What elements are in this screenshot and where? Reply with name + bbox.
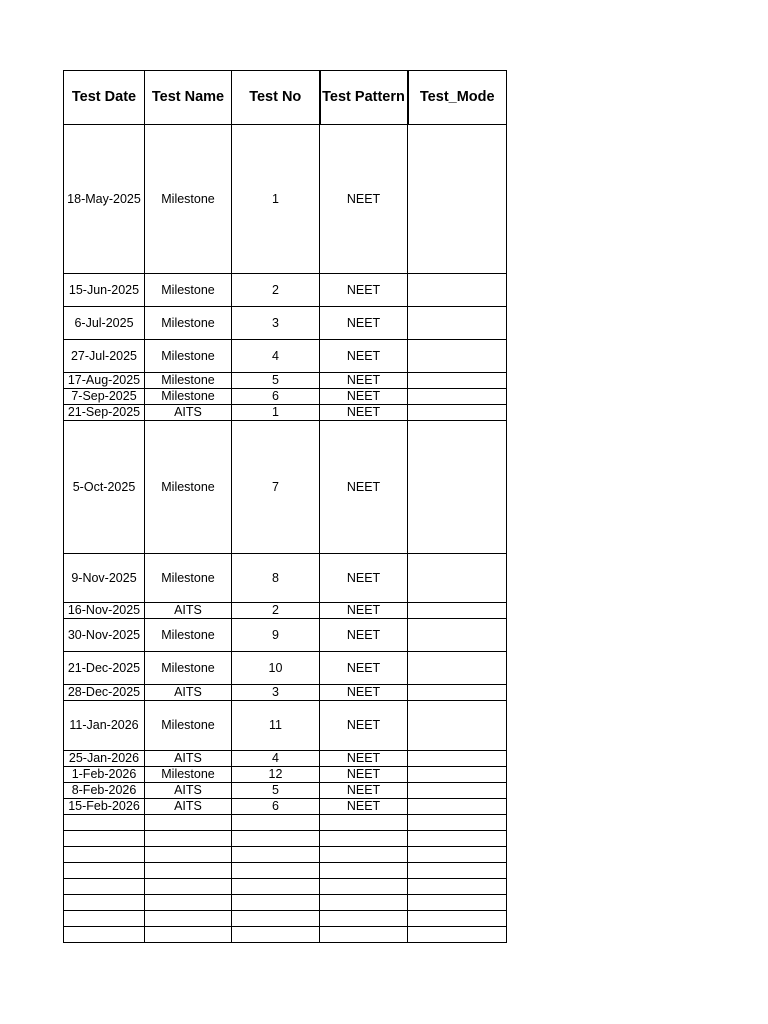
cell-test-date: 21-Dec-2025	[64, 652, 145, 685]
cell-test-mode	[408, 831, 507, 847]
cell-test-name: Milestone	[145, 340, 232, 373]
table-row	[64, 405, 507, 421]
cell-test-no	[232, 847, 320, 863]
cell-test-no	[232, 879, 320, 895]
cell-test-mode	[408, 815, 507, 831]
table-row	[64, 895, 507, 911]
cell-test-date: 1-Feb-2026	[64, 767, 145, 783]
header-test-date: Test Date	[64, 71, 145, 125]
cell-test-name: AITS	[145, 751, 232, 767]
cell-test-name: Milestone	[145, 701, 232, 751]
cell-test-no: 1	[232, 405, 320, 421]
cell-test-date: 6-Jul-2025	[64, 307, 145, 340]
cell-test-no: 3	[232, 307, 320, 340]
cell-test-pattern: NEET	[320, 307, 408, 340]
cell-test-mode	[408, 895, 507, 911]
cell-test-mode	[408, 373, 507, 389]
header-row	[64, 71, 507, 125]
cell-test-date: 7-Sep-2025	[64, 389, 145, 405]
cell-test-pattern: NEET	[320, 274, 408, 307]
cell-test-mode	[408, 751, 507, 767]
cell-test-name	[145, 847, 232, 863]
table-row	[64, 619, 507, 652]
cell-test-name: AITS	[145, 685, 232, 701]
cell-test-no: 2	[232, 274, 320, 307]
cell-test-pattern	[320, 879, 408, 895]
cell-test-date: 17-Aug-2025	[64, 373, 145, 389]
cell-test-pattern: NEET	[320, 767, 408, 783]
cell-test-mode	[408, 274, 507, 307]
cell-test-name	[145, 831, 232, 847]
cell-test-mode	[408, 307, 507, 340]
cell-test-pattern: NEET	[320, 405, 408, 421]
cell-test-name	[145, 863, 232, 879]
cell-test-name: Milestone	[145, 125, 232, 274]
cell-test-pattern	[320, 847, 408, 863]
cell-test-date: 27-Jul-2025	[64, 340, 145, 373]
cell-test-mode	[408, 389, 507, 405]
table-row	[64, 685, 507, 701]
cell-test-no	[232, 927, 320, 943]
cell-test-name	[145, 815, 232, 831]
cell-test-no: 3	[232, 685, 320, 701]
cell-test-mode	[408, 767, 507, 783]
cell-test-no: 4	[232, 751, 320, 767]
cell-test-date: 8-Feb-2026	[64, 783, 145, 799]
cell-test-mode	[408, 783, 507, 799]
cell-test-no: 11	[232, 701, 320, 751]
cell-test-no: 5	[232, 783, 320, 799]
cell-test-no: 10	[232, 652, 320, 685]
cell-test-date: 25-Jan-2026	[64, 751, 145, 767]
cell-test-pattern: NEET	[320, 783, 408, 799]
cell-test-pattern: NEET	[320, 652, 408, 685]
cell-test-date	[64, 831, 145, 847]
cell-test-no: 6	[232, 389, 320, 405]
cell-test-pattern: NEET	[320, 685, 408, 701]
table-row	[64, 603, 507, 619]
cell-test-pattern	[320, 895, 408, 911]
cell-test-date	[64, 895, 145, 911]
table-row	[64, 927, 507, 943]
cell-test-date: 16-Nov-2025	[64, 603, 145, 619]
cell-test-no	[232, 895, 320, 911]
cell-test-name: Milestone	[145, 652, 232, 685]
cell-test-date: 30-Nov-2025	[64, 619, 145, 652]
cell-test-no: 4	[232, 340, 320, 373]
cell-test-mode	[408, 799, 507, 815]
cell-test-name	[145, 927, 232, 943]
cell-test-pattern: NEET	[320, 340, 408, 373]
cell-test-mode	[408, 911, 507, 927]
cell-test-no	[232, 863, 320, 879]
cell-test-date: 15-Jun-2025	[64, 274, 145, 307]
table-row	[64, 340, 507, 373]
cell-test-no: 12	[232, 767, 320, 783]
cell-test-pattern: NEET	[320, 125, 408, 274]
table-row	[64, 554, 507, 603]
cell-test-name: Milestone	[145, 307, 232, 340]
cell-test-pattern	[320, 863, 408, 879]
cell-test-name: Milestone	[145, 274, 232, 307]
cell-test-pattern: NEET	[320, 389, 408, 405]
cell-test-no	[232, 911, 320, 927]
cell-test-date	[64, 815, 145, 831]
cell-test-no: 7	[232, 421, 320, 554]
table-row	[64, 815, 507, 831]
cell-test-pattern: NEET	[320, 603, 408, 619]
cell-test-name: Milestone	[145, 619, 232, 652]
table-row	[64, 847, 507, 863]
cell-test-date: 18-May-2025	[64, 125, 145, 274]
cell-test-pattern: NEET	[320, 619, 408, 652]
table-row	[64, 421, 507, 554]
cell-test-pattern: NEET	[320, 554, 408, 603]
cell-test-date	[64, 863, 145, 879]
cell-test-no: 9	[232, 619, 320, 652]
cell-test-name: Milestone	[145, 421, 232, 554]
cell-test-name	[145, 895, 232, 911]
cell-test-date	[64, 879, 145, 895]
cell-test-mode	[408, 421, 507, 554]
table-row	[64, 863, 507, 879]
cell-test-date: 9-Nov-2025	[64, 554, 145, 603]
table-row	[64, 274, 507, 307]
table-row	[64, 389, 507, 405]
table-row	[64, 125, 507, 274]
cell-test-pattern: NEET	[320, 373, 408, 389]
header-test-name: Test Name	[145, 71, 232, 125]
table-row	[64, 911, 507, 927]
table-row	[64, 373, 507, 389]
table-row	[64, 652, 507, 685]
cell-test-pattern: NEET	[320, 751, 408, 767]
cell-test-no: 8	[232, 554, 320, 603]
header-test-no: Test No	[232, 71, 320, 125]
header-test-pattern: Test Pattern	[320, 71, 408, 125]
cell-test-no: 1	[232, 125, 320, 274]
cell-test-mode	[408, 619, 507, 652]
cell-test-date: 28-Dec-2025	[64, 685, 145, 701]
cell-test-mode	[408, 603, 507, 619]
cell-test-no: 5	[232, 373, 320, 389]
cell-test-mode	[408, 879, 507, 895]
table-row	[64, 783, 507, 799]
cell-test-name: AITS	[145, 603, 232, 619]
cell-test-date	[64, 911, 145, 927]
table-row	[64, 879, 507, 895]
cell-test-name: AITS	[145, 783, 232, 799]
cell-test-date: 21-Sep-2025	[64, 405, 145, 421]
table-row	[64, 799, 507, 815]
cell-test-mode	[408, 685, 507, 701]
table-row	[64, 767, 507, 783]
cell-test-date	[64, 847, 145, 863]
cell-test-name: AITS	[145, 405, 232, 421]
cell-test-pattern: NEET	[320, 421, 408, 554]
cell-test-mode	[408, 701, 507, 751]
cell-test-no: 2	[232, 603, 320, 619]
cell-test-name: Milestone	[145, 767, 232, 783]
cell-test-date: 15-Feb-2026	[64, 799, 145, 815]
table-row	[64, 701, 507, 751]
cell-test-name: Milestone	[145, 554, 232, 603]
cell-test-pattern	[320, 927, 408, 943]
test-schedule-table	[63, 70, 507, 943]
cell-test-mode	[408, 652, 507, 685]
cell-test-date: 5-Oct-2025	[64, 421, 145, 554]
cell-test-pattern	[320, 815, 408, 831]
cell-test-pattern: NEET	[320, 701, 408, 751]
header-test-mode: Test_Mode	[408, 71, 507, 125]
cell-test-date	[64, 927, 145, 943]
table-body	[64, 125, 507, 943]
cell-test-mode	[408, 405, 507, 421]
cell-test-date: 11-Jan-2026	[64, 701, 145, 751]
cell-test-mode	[408, 927, 507, 943]
cell-test-name: Milestone	[145, 373, 232, 389]
cell-test-name: AITS	[145, 799, 232, 815]
cell-test-mode	[408, 125, 507, 274]
cell-test-name	[145, 911, 232, 927]
cell-test-mode	[408, 863, 507, 879]
cell-test-mode	[408, 340, 507, 373]
cell-test-pattern	[320, 911, 408, 927]
cell-test-no: 6	[232, 799, 320, 815]
cell-test-pattern	[320, 831, 408, 847]
cell-test-name: Milestone	[145, 389, 232, 405]
table-row	[64, 307, 507, 340]
cell-test-no	[232, 815, 320, 831]
table-row	[64, 831, 507, 847]
cell-test-mode	[408, 847, 507, 863]
table-row	[64, 751, 507, 767]
cell-test-no	[232, 831, 320, 847]
cell-test-mode	[408, 554, 507, 603]
cell-test-pattern: NEET	[320, 799, 408, 815]
cell-test-name	[145, 879, 232, 895]
